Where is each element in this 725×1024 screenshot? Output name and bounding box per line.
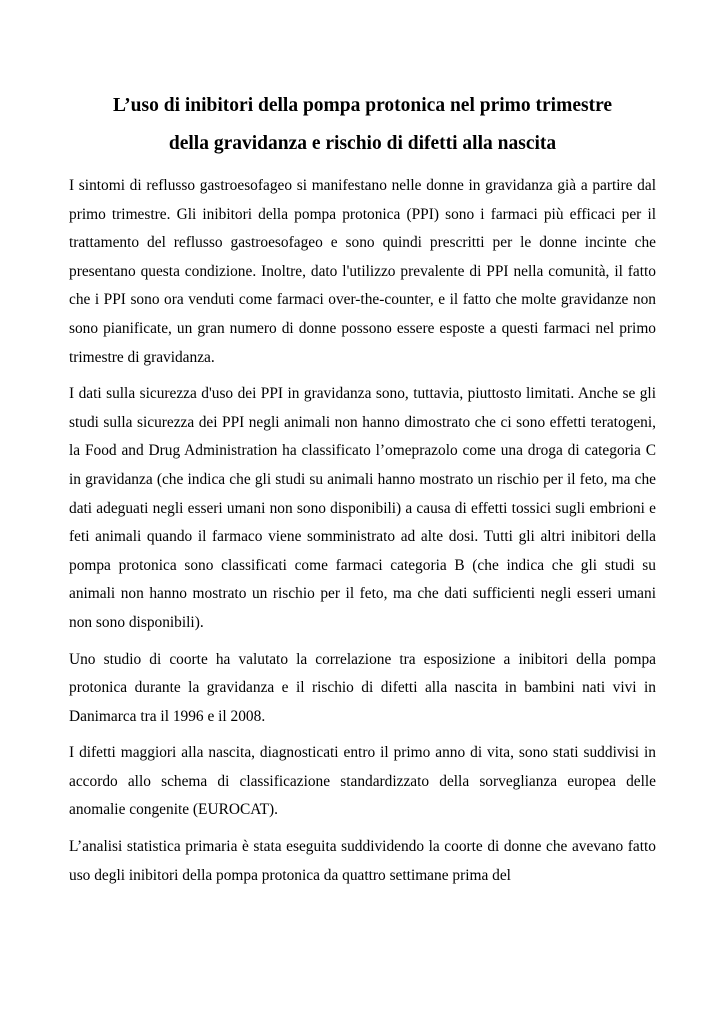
title-line-1: L’uso di inibitori della pompa protonica nel primo trimestre [112,95,613,116]
title-line-2: della gravidanza e rischio di difetti alla nascita [168,133,557,154]
paragraph-4: I difetti maggiori alla nascita, diagnosticati entro il primo anno di vita, sono stati suddivisi in accordo allo schema di classificazione standardizzato della sorveglianza europea delle anomalie congenite (EUROCAT). [69,744,656,819]
document-body [69,172,656,898]
paragraph-3: Uno studio di coorte ha valutato la correlazione tra esposizione a inibitori della pompa protonica durante la gravidanza e il rischio di difetti alla nascita in bambini nati vivi in Danimarca tra il 1996 e il 2008. [69,650,656,725]
document-title [60,87,665,163]
paragraph-5: L’analisi statistica primaria è stata eseguita suddividendo la coorte di donne che avevano fatto uso degli inibitori della pompa protonica da quattro settimane prima del [69,838,656,884]
paragraph-2: I dati sulla sicurezza d'uso dei PPI in gravidanza sono, tuttavia, piuttosto limitati. Anche se gli studi sulla sicurezza dei PPI negli animali non hanno dimostrato che ci sono effetti teratogeni, la Food and Drug Administration ha classificato l’omeprazolo come una droga di categoria C in gravidanza (che indica che gli studi su animali hanno mostrato un rischio per il feto, ma che dati adeguati negli esseri umani non sono disponibili) a causa di effetti tossici sugli embrioni e feti animali quando il farmaco viene somministrato ad alte dosi. Tutti gli altri inibitori della pompa protonica sono classificati come farmaci categoria B (che indica che gli studi su animali non hanno mostrato un rischio per il feto, ma che dati sufficienti negli esseri umani non sono disponibili). [69,385,656,631]
paragraph-1: I sintomi di reflusso gastroesofageo si manifestano nelle donne in gravidanza già a partire dal primo trimestre. Gli inibitori della pompa protonica (PPI) sono i farmaci più efficaci per il trattamento del reflusso gastroesofageo e sono quindi prescritti per le donne incinte che presentano questa condizione. Inoltre, dato l'utilizzo prevalente di PPI nella comunità, il fatto che i PPI sono ora venduti come farmaci over-the-counter, e il fatto che molte gravidanze non sono pianificate, un gran numero di donne possono essere esposte a questi farmaci nel primo trimestre di gravidanza. [69,177,656,366]
